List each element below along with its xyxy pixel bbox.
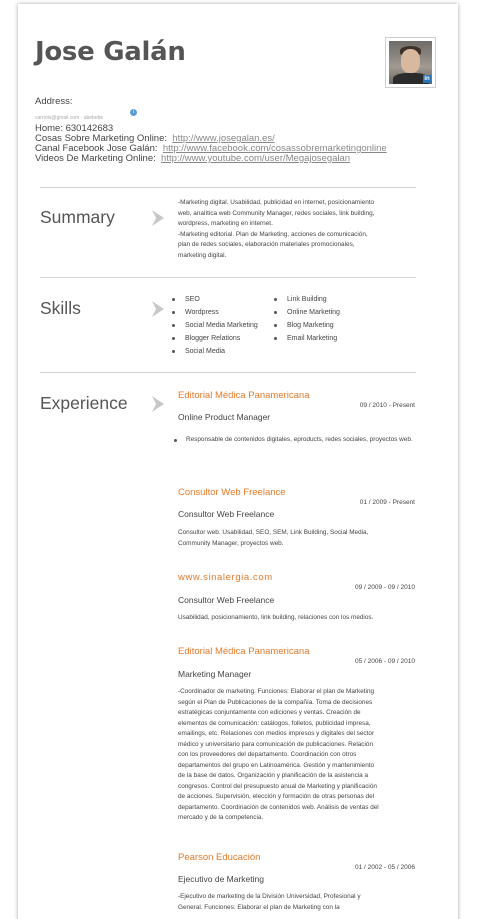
- summary-title: Summary: [40, 207, 115, 227]
- blog-link[interactable]: http://www.josegalan.es/: [172, 133, 275, 144]
- job-dates: 05 / 2006 - 09 / 2010: [355, 658, 415, 665]
- skill-item: Social Media Marketing: [172, 319, 258, 332]
- desc-line: de la base de datos. Organización y planificación de la asistencia a: [178, 772, 369, 779]
- job-dates: 01 / 2009 - Present: [359, 499, 415, 506]
- desc-line: emailings, etc. Relaciones con medios impresos y digitales del sector: [178, 730, 375, 737]
- job-company: Consultor Web Freelance: [178, 487, 286, 498]
- desc-line: General. Funciones: Elaborar el plan de Marketing con la: [178, 903, 340, 911]
- summary-line: -Marketing digital. Usabilidad, publicidad en internet, posicionamiento: [178, 199, 375, 206]
- skills-list-2: [274, 293, 340, 345]
- summary-line: plan de redes sociales, elaboración materiales promocionales,: [178, 241, 355, 249]
- link-label: Videos De Marketing Online:: [35, 153, 156, 164]
- desc-line: según el Plan de Publicaciones de la compañía. Toma de decisiones: [178, 698, 373, 706]
- desc-line: departamento. Coordinación de contenidos web. Análisis de ventas del: [178, 803, 379, 811]
- job-role: Consultor Web Freelance: [178, 509, 275, 519]
- section-divider: [40, 187, 416, 188]
- job-dates: 09 / 2009 - 09 / 2010: [355, 584, 415, 591]
- home-phone: Home: 630142683: [35, 123, 114, 134]
- job-dates: 09 / 2010 - Present: [359, 402, 415, 409]
- job-description: [178, 687, 413, 824]
- summary-line: web, analítica web Community Manager, redes sociales, link building,: [178, 209, 375, 217]
- link-label: Cosas Sobre Marketing Online:: [35, 133, 168, 144]
- job-role: Marketing Manager: [178, 669, 252, 679]
- section-divider: [40, 277, 416, 278]
- summary-line: wordpress, marketing en internet.: [178, 220, 273, 228]
- facebook-link[interactable]: http://www.facebook.com/cosassobremarketingonline: [162, 143, 387, 154]
- skill-item: Social Media: [172, 345, 258, 358]
- desc-line: mercado y de la competencia.: [178, 814, 264, 821]
- youtube-link[interactable]: http://www.youtube.com/user/Megajosegalan: [161, 153, 351, 164]
- link-label: Canal Facebook Jose Galán:: [35, 143, 158, 154]
- desc-line: departamentos del grupo en Latinoamérica. Gestión y mantenimiento: [178, 761, 375, 769]
- desc-line: -Ejecutivo de marketing de la División Universidad, Profesional y: [178, 893, 361, 900]
- skill-item: Link Building: [274, 293, 340, 306]
- experience-title: Experience: [40, 393, 128, 413]
- skill-item: Wordpress: [172, 306, 258, 319]
- profile-photo: [385, 37, 436, 88]
- job-company: Editorial Médica Panamericana: [178, 390, 310, 401]
- skill-item: Blog Marketing: [274, 319, 340, 332]
- job-company: Editorial Médica Panamericana: [178, 646, 310, 657]
- skills-title: Skills: [40, 298, 81, 318]
- resume-page: [18, 4, 458, 919]
- desc-line: Consultor web. Usabilidad, SEO, SEM, Link Building, Social Media,: [178, 529, 369, 536]
- skills-list-1: [172, 293, 258, 358]
- chevron-right-icon: [150, 300, 166, 318]
- job-company: www.sinalergia.com: [178, 572, 273, 583]
- job-description: [178, 613, 413, 624]
- skill-item: Online Marketing: [274, 306, 340, 319]
- job-role: Consultor Web Freelance: [178, 595, 275, 605]
- desc-line: de acciones. Supervisión, elección y formación de otras personas del: [178, 793, 375, 800]
- chevron-right-icon: [150, 209, 166, 227]
- desc-line: médico y universitario para comunicación de publicaciones. Relación: [178, 740, 374, 748]
- job-description: [178, 892, 413, 913]
- summary-line: -Marketing editorial. Plan de Marketing, acciones de comunicación,: [178, 230, 368, 238]
- job-description: [178, 528, 413, 549]
- job-bullets: [174, 435, 414, 446]
- desc-line: -Coordinador de marketing. Funciones: Elaborar el plan de Marketing: [178, 688, 375, 695]
- desc-line: con los proveedores del departamento. Coordinación con otros: [178, 751, 357, 758]
- summary-line: marketing digital.: [178, 251, 227, 259]
- chevron-right-icon: [150, 395, 166, 413]
- linkedin-icon[interactable]: in: [424, 76, 430, 82]
- skill-item: Email Marketing: [274, 332, 340, 345]
- email-text: carriots@gmail.com · abebebe: [35, 115, 104, 121]
- skill-item: SEO: [172, 293, 258, 306]
- contact-link-youtube: [35, 153, 350, 164]
- info-icon[interactable]: i: [130, 109, 137, 116]
- job-company: Pearson Educación: [178, 852, 261, 863]
- job-role: Online Product Manager: [178, 412, 271, 422]
- desc-line: Community Manager, proyectos web.: [178, 539, 284, 547]
- desc-line: Usabilidad, posicionamiento, link building, relaciones con los medios.: [178, 614, 374, 621]
- summary-text: [178, 198, 418, 262]
- job-role: Ejecutivo de Marketing: [178, 874, 264, 884]
- desc-line: elementos de comunicación: catálogos, folletos, publicidad impresa,: [178, 719, 371, 727]
- address-label: Address:: [35, 96, 73, 107]
- skill-item: Blogger Relations: [172, 332, 258, 345]
- desc-line: estratégicas conjuntamente con ediciones y ventas. Creación de: [178, 709, 361, 716]
- section-divider: [40, 372, 416, 373]
- job-dates: 01 / 2002 - 05 / 2006: [355, 864, 415, 871]
- desc-line: congresos. Control del presupuesto anual de Marketing y planificación: [178, 782, 377, 790]
- person-name: Jose Galán: [35, 37, 186, 67]
- job-bullet: Responsable de contenidos digitales, eproducts, redes sociales, proyectos web.: [174, 435, 414, 446]
